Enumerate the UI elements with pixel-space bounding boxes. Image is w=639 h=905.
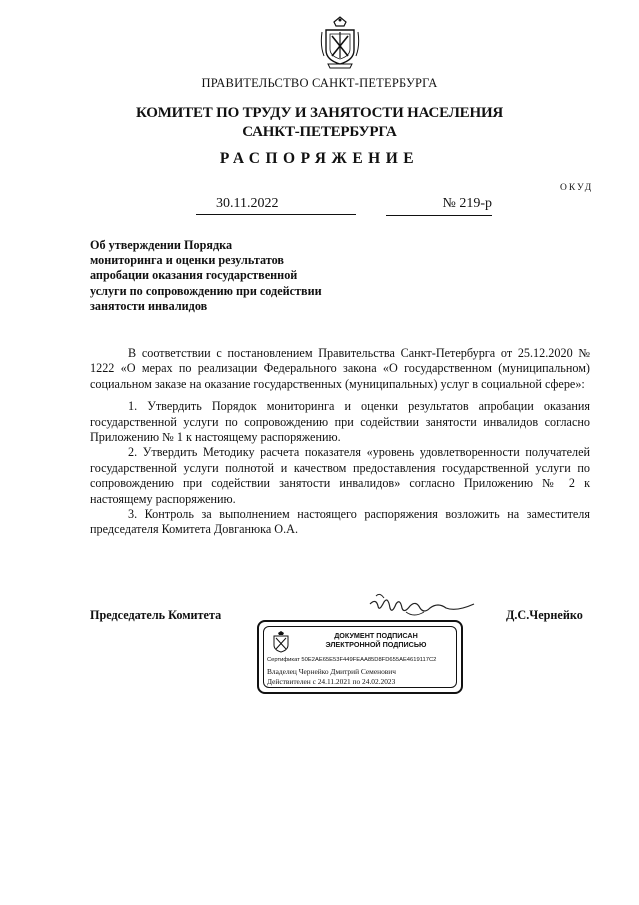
subject-line: апробации оказания государственной — [90, 268, 298, 283]
committee-name-line2: САНКТ-ПЕТЕРБУРГА — [242, 124, 397, 140]
stamp-emblem-icon — [271, 630, 291, 654]
handwritten-signature — [366, 590, 478, 624]
stamp-heading-line1: ДОКУМЕНТ ПОДПИСАН — [334, 631, 418, 640]
stamp-owner: Владелец Чернейко Дмитрий Семенович — [267, 667, 396, 676]
electronic-signature-stamp — [257, 620, 463, 694]
signatory-name: Д.С.Чернейко — [506, 608, 583, 622]
coat-of-arms-emblem — [320, 16, 360, 70]
clause-1: 1. Утвердить Порядок мониторинга и оценки результатов апробации оказания государственной услуги по сопровождению при содействии занятости инвалидов согласно Приложению № 1 к настоящему распоряжению. — [90, 399, 590, 445]
stamp-validity: Действителен с 24.11.2021 по 24.02.2023 — [267, 677, 396, 686]
committee-name — [0, 104, 639, 142]
stamp-certificate: Сертификат 50E2AE65E53F449FEAA85D8FD655AE4619117C2 — [267, 657, 437, 663]
document-subject — [90, 238, 350, 314]
clause-3: 3. Контроль за выполнением настоящего распоряжения возложить на заместителя председателя Комитета Довганюка О.А. — [90, 507, 590, 537]
committee-name-line1: КОМИТЕТ ПО ТРУДУ И ЗАНЯТОСТИ НАСЕЛЕНИЯ — [135, 105, 504, 121]
preamble-paragraph: В соответствии с постановлением Правительства Санкт-Петербурга от 25.12.2020 № 1222 «О мерах по реализации Федерального закона «О государственном (муниципальном) социальном заказе на оказание государственных (муниципальных) услуг в социальной сфере»: — [90, 346, 590, 391]
okud-label: ОКУД — [560, 183, 594, 193]
document-number: № 219-р — [386, 196, 492, 216]
signatory-position: Председатель Комитета — [90, 608, 222, 622]
stamp-heading — [301, 631, 451, 649]
document-body — [90, 346, 590, 538]
document-type-title: РАСПОРЯЖЕНИЕ — [219, 150, 420, 167]
document-date: 30.11.2022 — [196, 196, 356, 215]
subject-line: услуги по сопровождению при содействии — [90, 283, 322, 298]
clause-2: 2. Утвердить Методику расчета показателя «уровень удовлетворенности получателей государственной услуги полнотой и качеством предоставления государственной услуги по сопровождению при содействии занятости инвалидов» согласно Приложению № 2 к настоящему распоряжению. — [90, 445, 590, 506]
subject-line: мониторинга и оценки результатов — [90, 253, 284, 268]
stamp-heading-line2: ЭЛЕКТРОННОЙ ПОДПИСЬЮ — [325, 640, 427, 649]
subject-line: Об утверждении Порядка — [90, 238, 233, 252]
government-name: ПРАВИТЕЛЬСТВО САНКТ-ПЕТЕРБУРГА — [201, 76, 438, 90]
subject-line: занятости инвалидов — [90, 298, 208, 313]
